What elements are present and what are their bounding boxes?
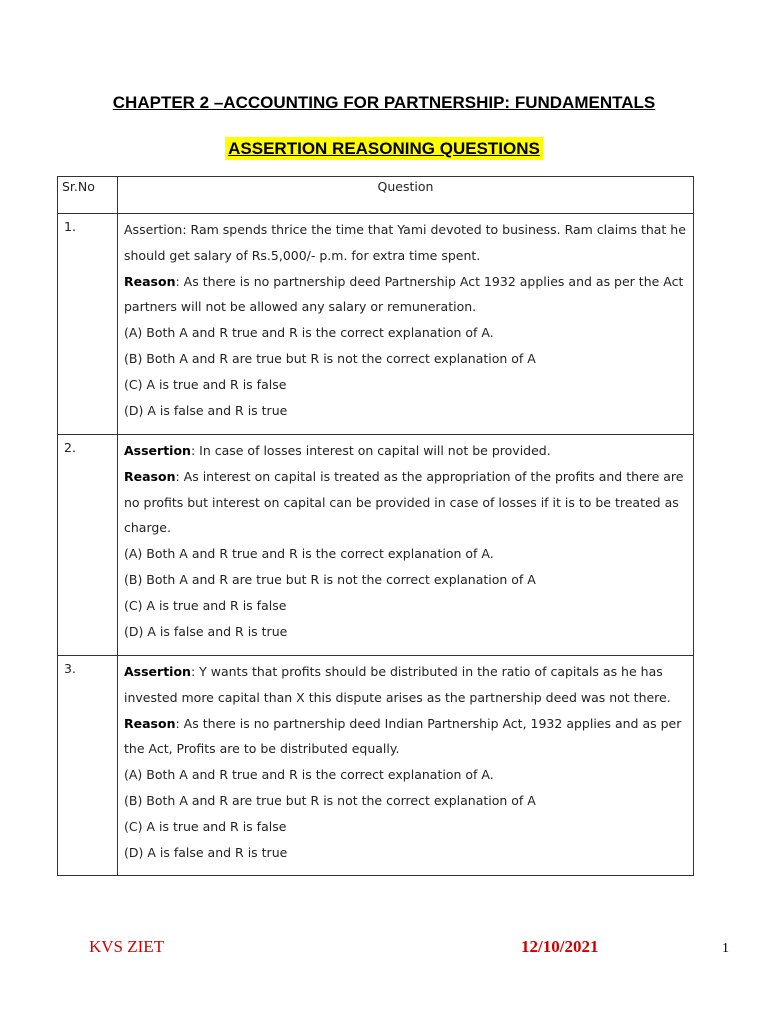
reason-line xyxy=(124,269,687,295)
reason-line: no profits but interest on capital can be provided in case of losses if it is to be treated as xyxy=(124,494,679,510)
reason-label: Reason xyxy=(124,715,176,731)
assertion-line xyxy=(124,217,687,243)
reason-line xyxy=(124,711,687,737)
question-number: 2. xyxy=(58,435,118,656)
reason-line: the Act, Profits are to be distributed equally. xyxy=(124,741,400,757)
reason-label: Reason xyxy=(124,468,176,484)
chapter-title: CHAPTER 2 –ACCOUNTING FOR PARTNERSHIP: FUNDAMENTALS xyxy=(112,93,656,112)
table-header-row xyxy=(58,177,694,214)
option-d: (D) A is false and R is true xyxy=(124,402,288,418)
assertion-label: Assertion xyxy=(124,664,191,679)
footer-date: 12/10/2021 xyxy=(521,937,599,956)
questions-table xyxy=(57,176,694,876)
assertion-text: : Y wants that profits should be distributed in the ratio of capitals as he has xyxy=(190,664,663,679)
reason-text: : As there is no partnership deed Indian Partnership Act, 1932 applies and as per xyxy=(175,715,682,731)
reason-line: charge. xyxy=(124,520,171,536)
option-c: (C) A is true and R is false xyxy=(124,818,287,834)
assertion-text: Assertion: Ram spends thrice the time that Yami devoted to business. Ram claims that he xyxy=(124,222,686,237)
question-number: 1. xyxy=(58,214,118,435)
reason-label: Reason xyxy=(124,273,176,289)
option-a: (A) Both A and R true and R is the correct explanation of A. xyxy=(124,767,494,783)
reason-line: partners will not be allowed any salary or remuneration. xyxy=(124,299,477,315)
assertion-label: Assertion xyxy=(124,443,191,458)
section-subtitle: ASSERTION REASONING QUESTIONS xyxy=(225,137,543,160)
assertion-line xyxy=(124,438,687,464)
reason-line xyxy=(124,464,687,490)
assertion-line: invested more capital than X this dispute arises as the partnership deed was not there. xyxy=(124,689,671,705)
subtitle-container xyxy=(0,137,768,160)
page-number: 1 xyxy=(722,941,729,956)
question-cell xyxy=(118,214,694,435)
question-cell xyxy=(118,435,694,656)
option-c: (C) A is true and R is false xyxy=(124,376,287,392)
reason-text: : As interest on capital is treated as the appropriation of the profits and there are xyxy=(175,468,684,484)
option-d: (D) A is false and R is true xyxy=(124,623,288,639)
option-d: (D) A is false and R is true xyxy=(124,844,288,860)
option-b: (B) Both A and R are true but R is not the correct explanation of A xyxy=(124,792,536,808)
table-row xyxy=(58,435,694,656)
footer-organization: KVS ZIET xyxy=(89,937,165,956)
option-a: (A) Both A and R true and R is the correct explanation of A. xyxy=(124,325,494,341)
option-b: (B) Both A and R are true but R is not the correct explanation of A xyxy=(124,350,536,366)
header-question: Question xyxy=(118,177,694,214)
assertion-line: should get salary of Rs.5,000/- p.m. for extra time spent. xyxy=(124,247,481,263)
assertion-text: : In case of losses interest on capital will not be provided. xyxy=(190,443,551,458)
option-b: (B) Both A and R are true but R is not the correct explanation of A xyxy=(124,571,536,587)
header-sr-no: Sr.No xyxy=(58,177,118,214)
reason-text: : As there is no partnership deed Partnership Act 1932 applies and as per the Act xyxy=(175,273,684,289)
option-a: (A) Both A and R true and R is the correct explanation of A. xyxy=(124,546,494,562)
table-row xyxy=(58,656,694,876)
assertion-line xyxy=(124,659,687,685)
question-number: 3. xyxy=(58,656,118,876)
table-row xyxy=(58,214,694,435)
question-cell xyxy=(118,656,694,876)
option-c: (C) A is true and R is false xyxy=(124,597,287,613)
